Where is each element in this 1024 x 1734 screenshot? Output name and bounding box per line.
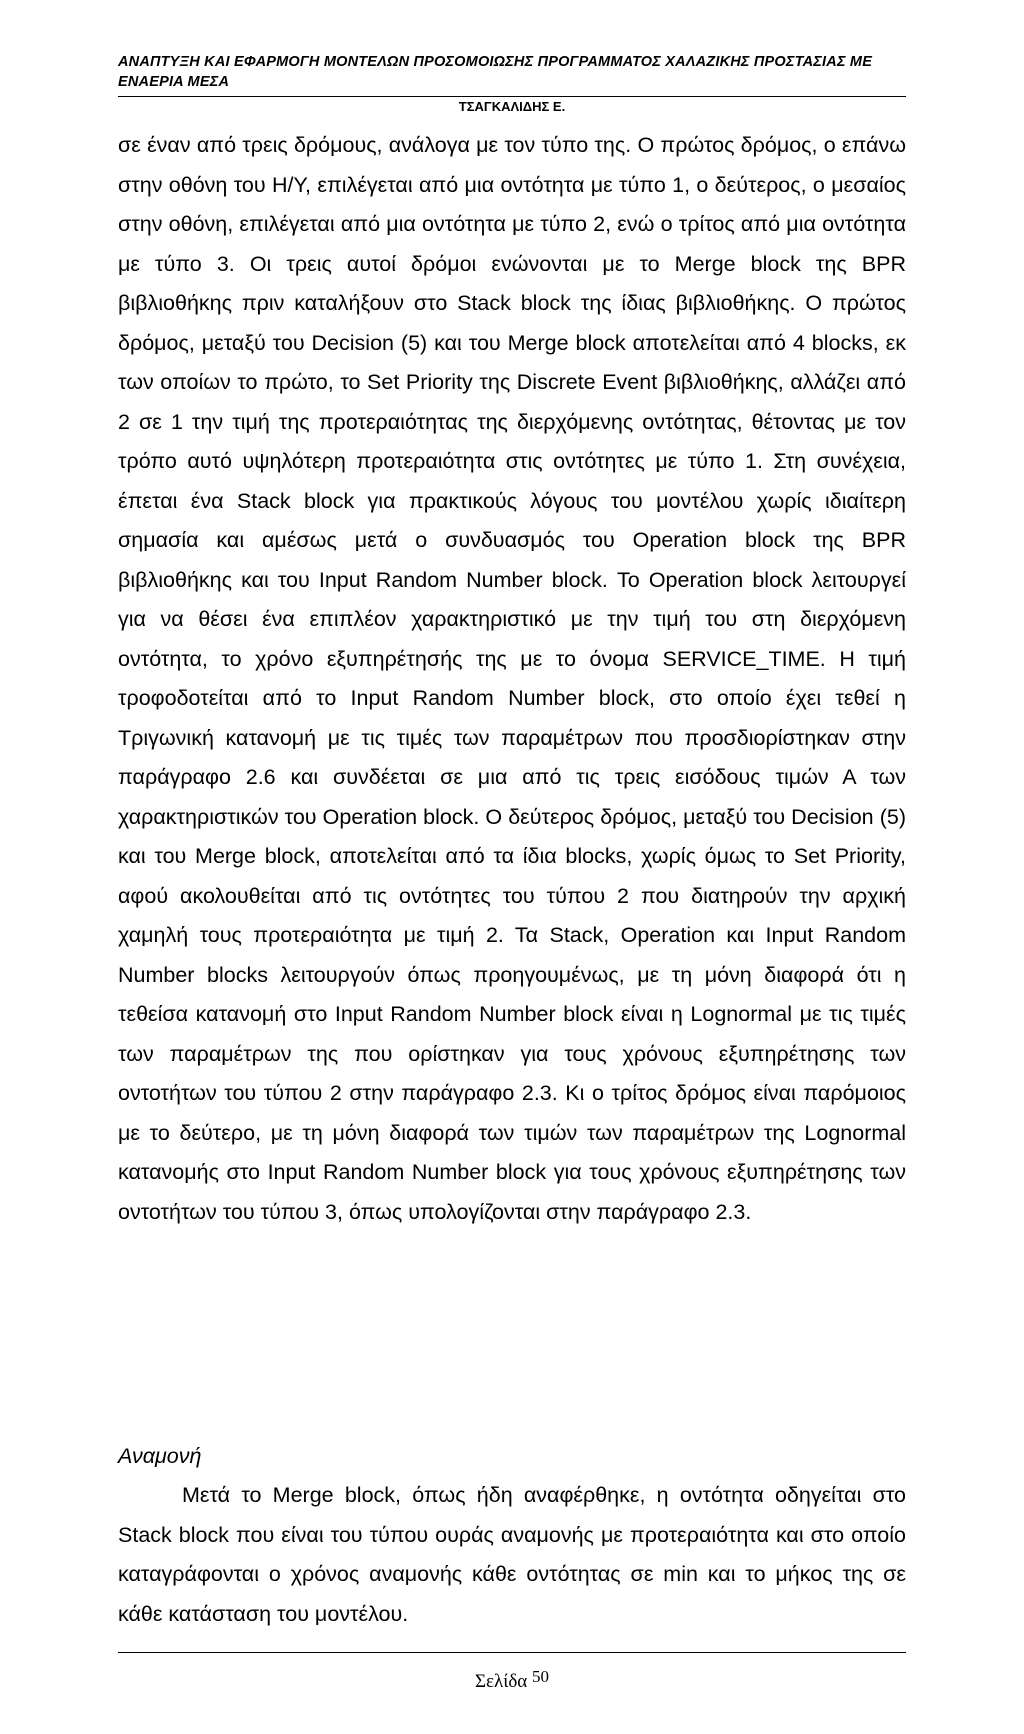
header-title-line-2: ΕΝΑΕΡΙΑ ΜΕΣΑ (118, 74, 230, 90)
running-header (118, 52, 906, 92)
section-heading: Αναμονή (118, 1444, 202, 1468)
footer-divider (118, 1652, 906, 1653)
header-title-line-1: ΑΝΑΠΤΥΞΗ ΚΑΙ ΕΦΑΡΜΟΓΗ ΜΟΝΤΕΛΩΝ ΠΡΟΣΟΜΟΙΩΣΗΣ ΠΡΟΓΡΑΜΜΑΤΟΣ ΧΑΛΑΖΙΚΗΣ ΠΡΟΣΤΑΣΙΑΣ ΜΕ (118, 54, 873, 70)
paragraph-1: σε έναν από τρεις δρόμους, ανάλογα με τον τύπο της. Ο πρώτος δρόμος, ο επάνω στην οθόνη του Η/Υ, επιλέγεται από μια οντότητα με τύπο 1, ο δεύτερος, ο μεσαίος στην οθόνη, επιλέγεται από μια οντότητα με τύπο 2, ενώ ο τρίτος από μια οντότητα με τύπο 3. Οι τρεις αυτοί δρόμοι ενώνονται με το Merge block της BPR βιβλιοθήκης πριν καταλήξουν στο Stack block της ίδιας βιβλιοθήκης. Ο πρώτος δρόμος, μεταξύ του Decision (5) και του Merge block αποτελείται από 4 blocks, εκ των οποίων το πρώτο, το Set Priority της Discrete Event βιβλιοθήκης, αλλάζει από 2 σε 1 την τιμή της προτεραιότητας της διερχόμενης οντότητας, θέτοντας με τον τρόπο αυτό υψηλότερη προτεραιότητα στις οντότητες με τύπο 1. Στη συνέχεια, έπεται ένα Stack block για πρακτικούς λόγους του μοντέλου χωρίς ιδιαίτερη σημασία και αμέσως μετά ο συνδυασμός του Operation block της BPR βιβλιοθήκης και του Input Random Number block. Το Operation block λειτουργεί για να θέσει ένα επιπλέον χαρακτηριστικό με την τιμή του στη διερχόμενη οντότητα, το χρόνο εξυπηρέτησής της με το όνομα SERVICE_TIME. Η τιμή τροφοδοτείται από το Input Random Number block, στο οποίο έχει τεθεί η Τριγωνική κατανομή με τις τιμές των παραμέτρων που προσδιορίστηκαν στην παράγραφο 2.6 και συνδέεται σε μια από τις τρεις εισόδους τιμών Α των χαρακτηριστικών του Operation block. Ο δεύτερος δρόμος, μεταξύ του Decision (5) και του Merge block, αποτελείται από τα ίδια blocks, χωρίς όμως το Set Priority, αφού ακολουθείται από τις οντότητες του τύπου 2 που διατηρούν την αρχική χαμηλή τους προτεραιότητα με τιμή 2. Τα Stack, Operation και Input Random Number blocks λειτουργούν όπως προηγουμένως, με τη μόνη διαφορά ότι η τεθείσα κατανομή στο Input Random Number block είναι η Lognormal με τις τιμές των παραμέτρων της που ορίστηκαν για τους χρόνους εξυπηρέτησης των οντοτήτων του τύπου 2 στην παράγραφο 2.3. Κι ο τρίτος δρόμος είναι παρόμοιος με το δεύτερο, με τη μόνη διαφορά των τιμών των παραμέτρων της Lognormal κατανομής στο Input Random Number block για τους χρόνους εξυπηρέτησης των οντοτήτων του τύπου 3, όπως υπολογίζονται στην παράγραφο 2.3. (118, 133, 906, 1224)
paragraph-2-container (118, 1476, 906, 1634)
page-footer (0, 1667, 1024, 1694)
header-author: ΤΣΑΓΚΑΛΙΔΗΣ Ε. (458, 99, 566, 114)
paragraph-2: Μετά το Merge block, όπως ήδη αναφέρθηκε, η οντότητα οδηγείται στο Stack block που είναι του τύπου ουράς αναμονής με προτεραιότητα και στο οποίο καταγράφονται ο χρόνος αναμονής κάθε οντότητας σε min και το μήκος της σε κάθε κατάσταση του μοντέλου. (118, 1483, 906, 1626)
page-label: Σελίδα (474, 1671, 528, 1692)
main-text (118, 126, 906, 1232)
page-number: 50 (532, 1667, 550, 1686)
header-divider (118, 96, 906, 97)
